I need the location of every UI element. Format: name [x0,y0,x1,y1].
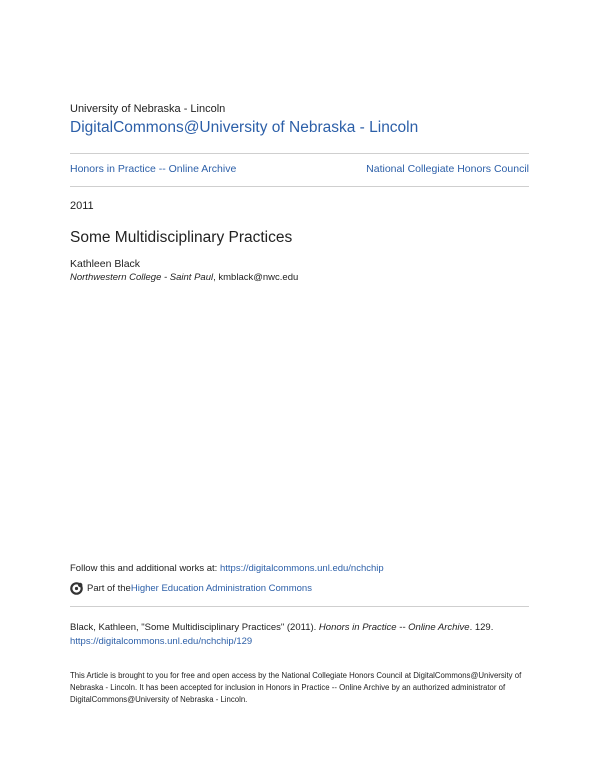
follow-line [70,563,384,574]
part-of-line [70,582,312,595]
article-title: Some Multidisciplinary Practices [70,229,293,246]
part-of-prefix: Part of the [87,583,131,594]
access-notice: This Article is brought to you for free and open access by the National Collegiate Honors Council at DigitalCommons@University of Nebraska - Lincoln. It has been accepted for inclusion in Honors in Practice -- Online Archive by an authorized administrator of DigitalCommons@University of Nebraska - Lincoln. [70,671,522,704]
divider-nav [70,186,529,187]
follow-url-link[interactable]: https://digitalcommons.unl.edu/nchchip [219,563,384,574]
publication-year: 2011 [70,200,94,212]
author-affiliation [70,272,298,283]
affiliation-institution: Northwestern College - Saint Paul [70,272,214,283]
commons-link[interactable]: Higher Education Administration Commons [130,583,312,594]
divider-top [70,153,529,154]
council-link[interactable]: National Collegiate Honors Council [366,163,529,175]
divider-citation [70,606,529,607]
repository-link[interactable]: DigitalCommons@University of Nebraska - Lincoln [70,119,419,136]
citation-prefix: Black, Kathleen, "Some Multidisciplinary Practices" (2011). [70,622,319,633]
author-name: Kathleen Black [70,258,141,270]
citation-suffix: . 129. [469,622,494,633]
citation-url-link[interactable]: https://digitalcommons.unl.edu/nchchip/129 [70,636,253,647]
citation-journal: Honors in Practice -- Online Archive [318,622,470,633]
commons-network-icon [70,582,83,595]
affiliation-email: , kmblack@nwc.edu [213,272,299,283]
cover-page [70,0,529,776]
recommended-citation [70,621,529,649]
follow-prefix: Follow this and additional works at: [70,563,220,574]
series-link[interactable]: Honors in Practice -- Online Archive [70,163,237,175]
institution-name: University of Nebraska - Lincoln [70,103,226,115]
